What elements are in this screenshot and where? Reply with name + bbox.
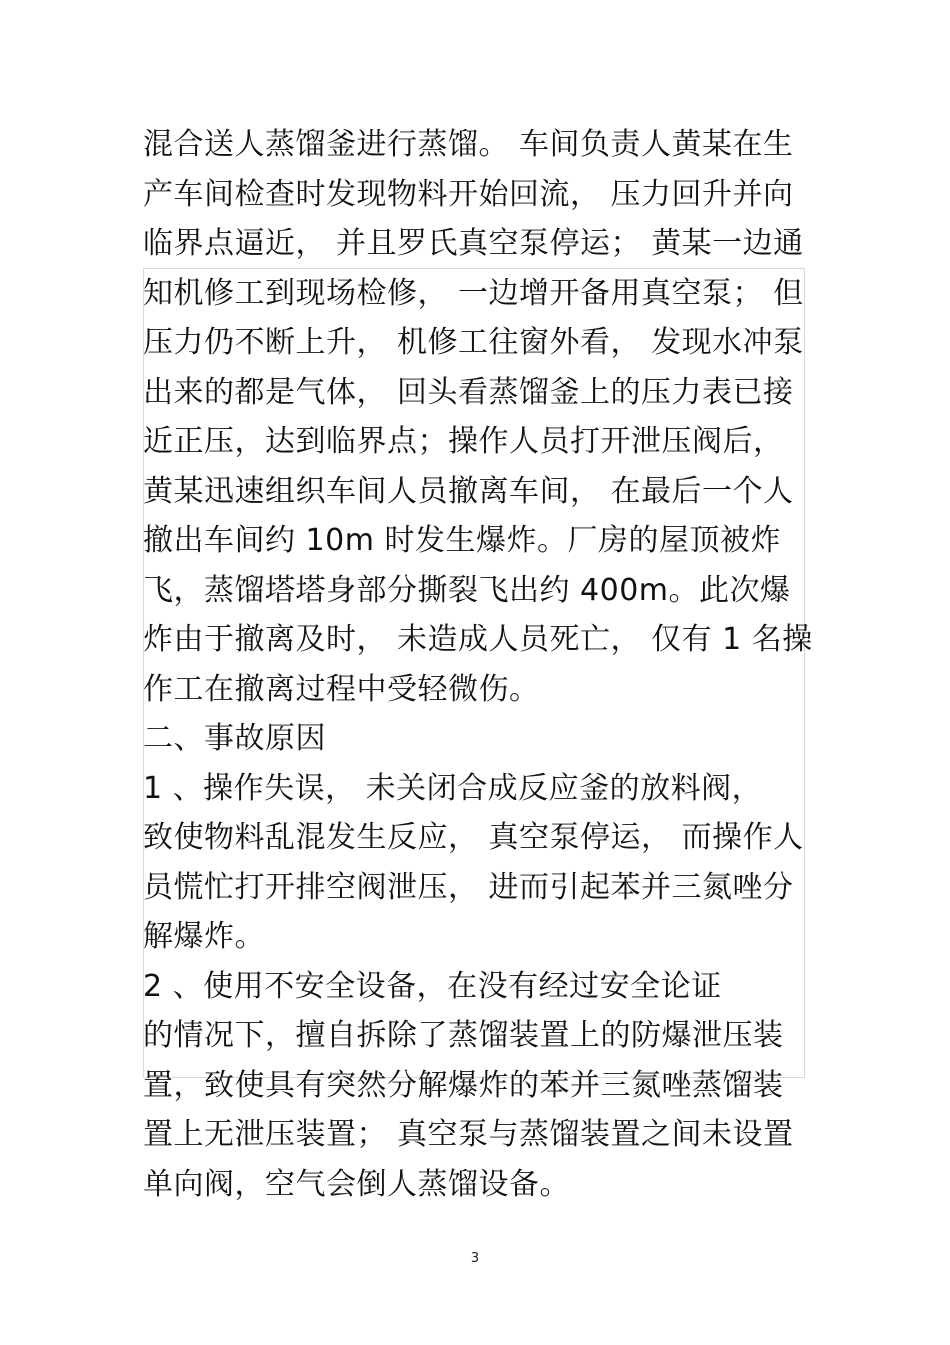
text-line: 2 、使用不安全设备，在没有经过安全论证 xyxy=(143,968,722,1004)
text-line: 致使物料乱混发生反应， 真空泵停运， 而操作人 xyxy=(143,820,804,855)
text-line: 置，致使具有突然分解爆炸的苯并三氮唑蒸馏装 xyxy=(143,1067,784,1103)
text-line: 1 、操作失误， 未关闭合成反应釜的放料阀， xyxy=(143,770,763,806)
body-text xyxy=(143,120,823,1209)
text-line: 的情况下，擅自拆除了蒸馏装置上的防爆泄压装 xyxy=(143,1018,784,1053)
text-line: 临界点逼近， 并且罗氏真空泵停运； 黄某一边通 xyxy=(143,226,804,261)
text-line: 炸由于撤离及时， 未造成人员死亡， 仅有 1 名操 xyxy=(143,622,813,657)
text-line: 黄某迅速组织车间人员撤离车间， 在最后一个人 xyxy=(143,473,794,509)
section-heading: 二、事故原因 xyxy=(143,721,326,756)
text-line: 作工在撤离过程中受轻微伤。 xyxy=(143,671,540,707)
page-number: 3 xyxy=(470,1251,480,1266)
text-line: 近正压，达到临界点；操作人员打开泄压阀后， xyxy=(143,424,784,459)
text-line: 飞，蒸馏塔塔身部分撕裂飞出约 400m。此次爆 xyxy=(143,572,791,608)
text-line: 员慌忙打开排空阀泄压， 进而引起苯并三氮唑分 xyxy=(143,869,794,905)
text-line: 混合送人蒸馏釜进行蒸馏。 车间负责人黄某在生 xyxy=(143,127,794,162)
text-line: 产车间检查时发现物料开始回流， 压力回升并向 xyxy=(143,176,794,212)
text-line: 单向阀，空气会倒人蒸馏设备。 xyxy=(143,1166,570,1202)
text-line: 压力仍不断上升， 机修工往窗外看， 发现水冲泵 xyxy=(143,325,804,360)
text-line: 撤出车间约 10m 时发生爆炸。厂房的屋顶被炸 xyxy=(143,523,781,558)
text-line: 置上无泄压装置； 真空泵与蒸馏装置之间未设置 xyxy=(143,1117,794,1152)
text-line: 解爆炸。 xyxy=(143,919,265,954)
text-line: 出来的都是气体， 回头看蒸馏釜上的压力表已接 xyxy=(143,374,794,410)
text-line: 知机修工到现场检修， 一边增开备用真空泵； 但 xyxy=(143,275,804,311)
